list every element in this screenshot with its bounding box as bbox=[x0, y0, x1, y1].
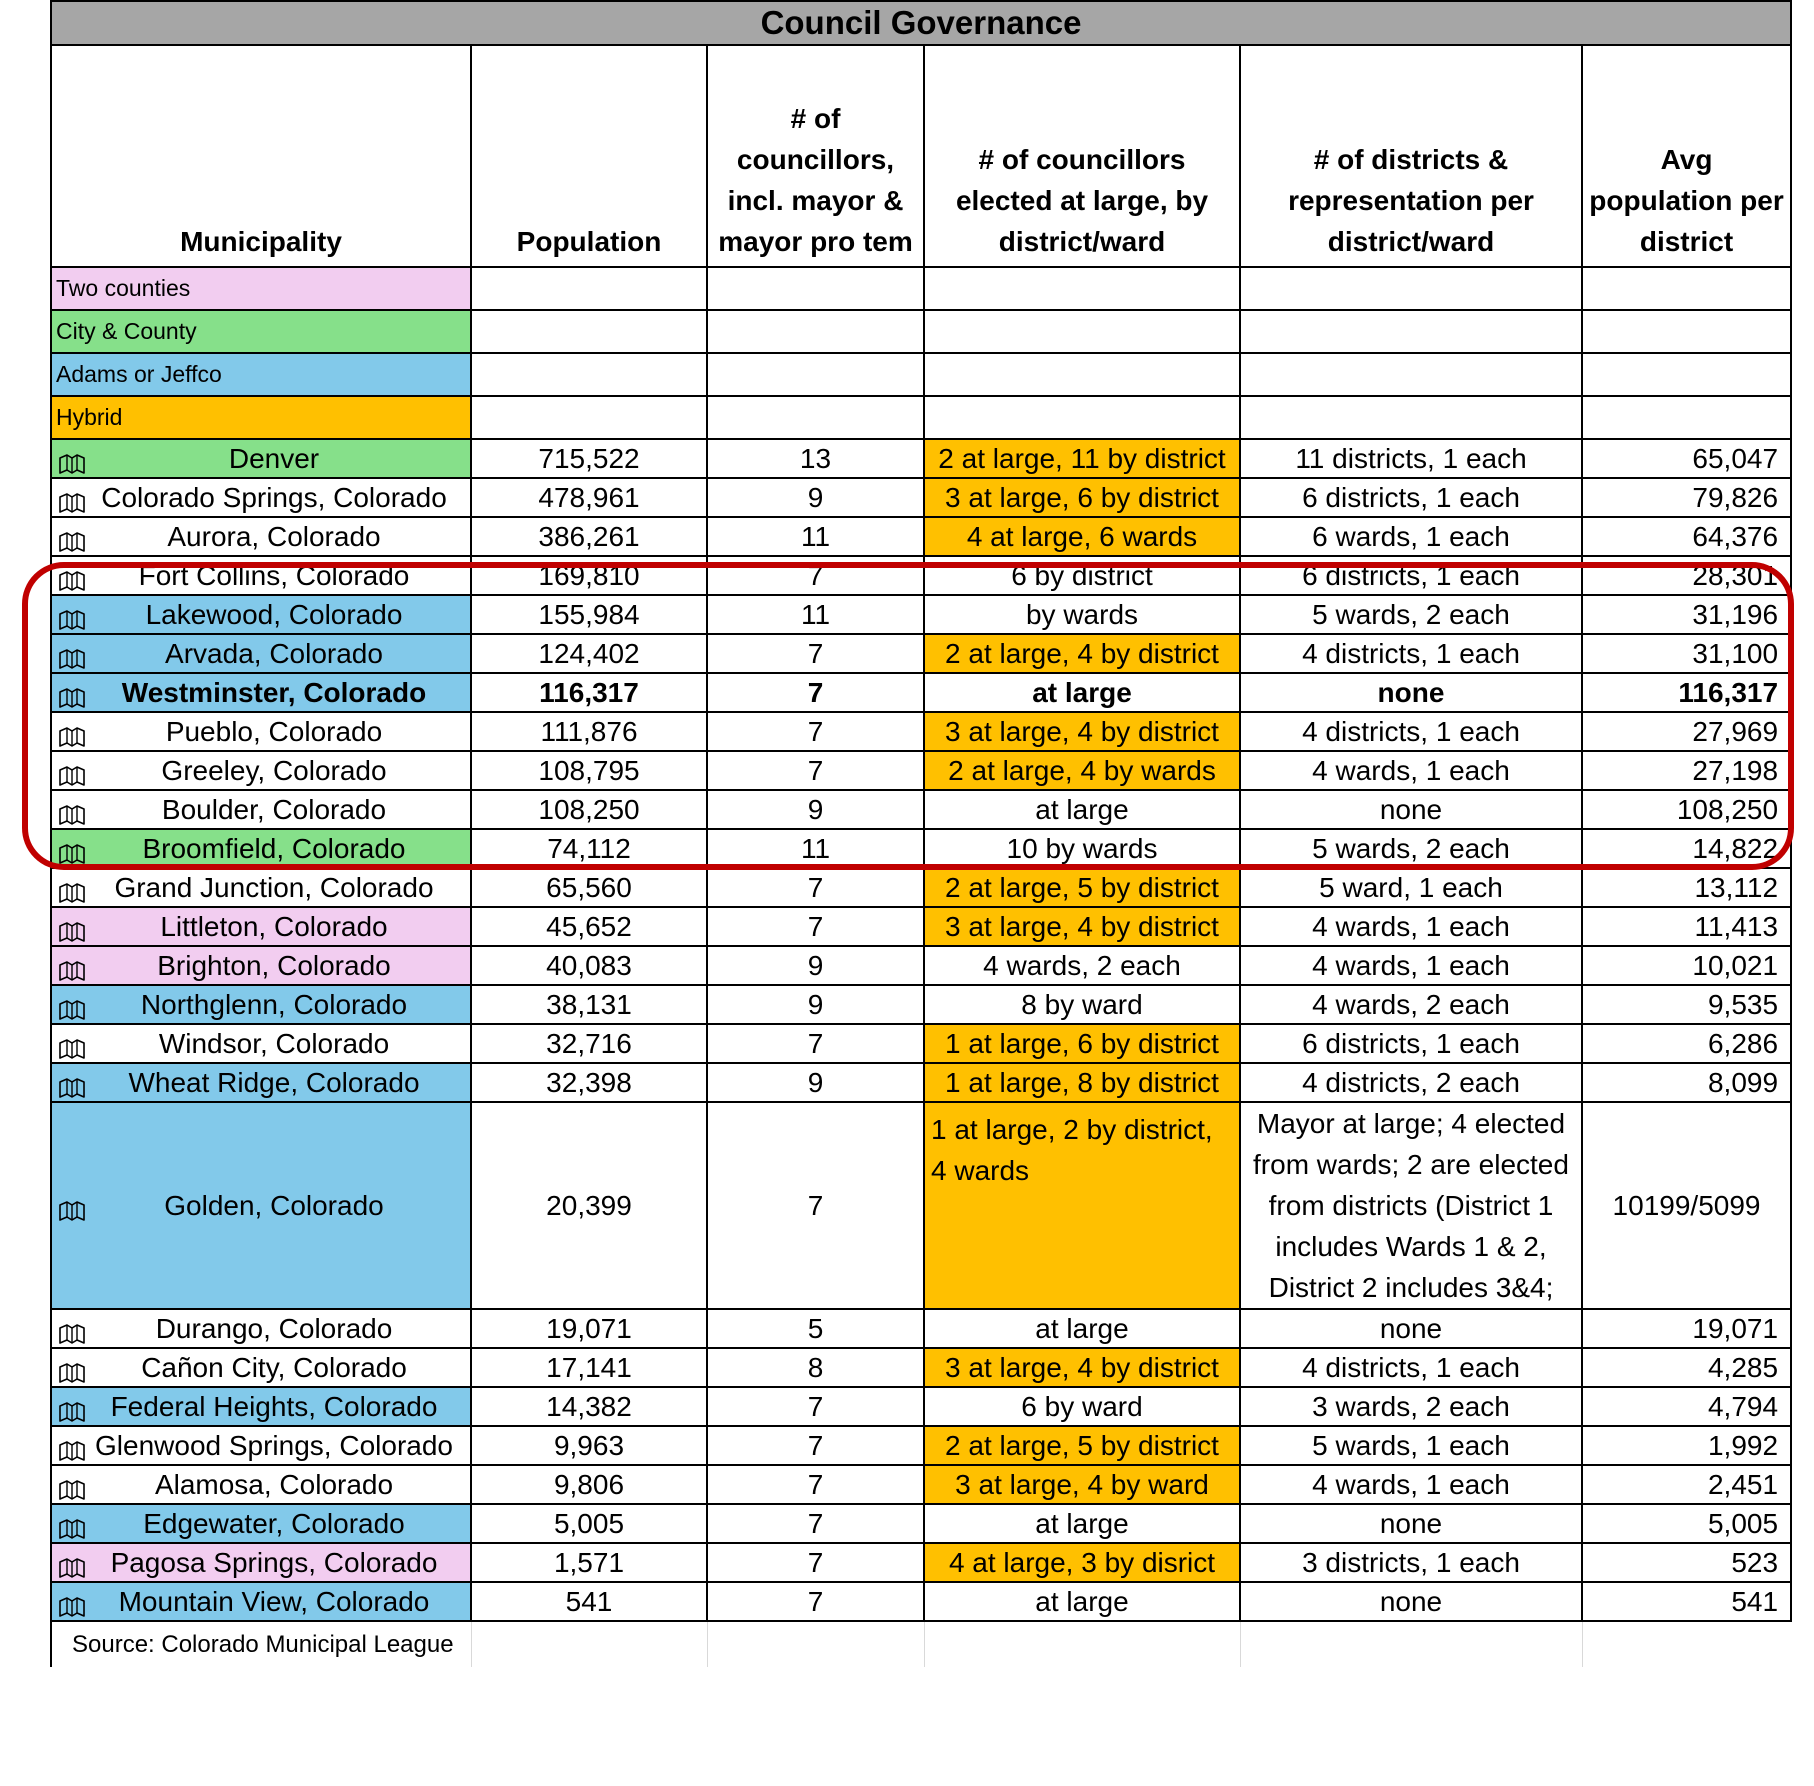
elected-cell: 4 wards, 2 each bbox=[924, 946, 1240, 985]
source-row bbox=[51, 1621, 1791, 1667]
districts-cell: 11 districts, 1 each bbox=[1240, 439, 1582, 478]
table-row bbox=[51, 1426, 1791, 1465]
councillors-cell: 7 bbox=[707, 1102, 924, 1309]
municipality-cell bbox=[51, 751, 471, 790]
population-cell: 124,402 bbox=[471, 634, 707, 673]
population-cell: 20,399 bbox=[471, 1102, 707, 1309]
districts-cell: 5 wards, 2 each bbox=[1240, 595, 1582, 634]
councillors-cell: 7 bbox=[707, 1426, 924, 1465]
councillors-cell: 9 bbox=[707, 478, 924, 517]
empty-cell bbox=[1582, 267, 1791, 310]
empty-cell bbox=[707, 396, 924, 439]
municipality-name: Broomfield, Colorado bbox=[142, 832, 406, 864]
municipality-name: Littleton, Colorado bbox=[160, 910, 388, 942]
municipality-cell bbox=[51, 1543, 471, 1582]
empty-cell bbox=[471, 267, 707, 310]
table-row bbox=[51, 556, 1791, 595]
districts-cell: 6 districts, 1 each bbox=[1240, 1024, 1582, 1063]
map-icon[interactable] bbox=[58, 1073, 86, 1093]
districts-cell: 4 wards, 1 each bbox=[1240, 751, 1582, 790]
councillors-cell: 9 bbox=[707, 1063, 924, 1102]
avg-population-cell: 116,317 bbox=[1582, 673, 1791, 712]
elected-cell: 8 by ward bbox=[924, 985, 1240, 1024]
avg-population-cell: 13,112 bbox=[1582, 868, 1791, 907]
districts-cell: none bbox=[1240, 1309, 1582, 1348]
elected-cell: 6 by district bbox=[924, 556, 1240, 595]
table-row bbox=[51, 1348, 1791, 1387]
table-row bbox=[51, 595, 1791, 634]
municipality-name: Edgewater, Colorado bbox=[143, 1507, 405, 1539]
councillors-cell: 11 bbox=[707, 829, 924, 868]
municipality-cell bbox=[51, 1309, 471, 1348]
municipality-name: Cañon City, Colorado bbox=[141, 1351, 407, 1383]
map-icon[interactable] bbox=[58, 1196, 86, 1216]
legend-label: Hybrid bbox=[51, 396, 471, 439]
districts-cell: none bbox=[1240, 790, 1582, 829]
municipality-cell bbox=[51, 595, 471, 634]
empty-cell bbox=[471, 310, 707, 353]
councillors-cell: 7 bbox=[707, 1387, 924, 1426]
elected-cell: 2 at large, 4 by district bbox=[924, 634, 1240, 673]
empty-cell bbox=[1582, 353, 1791, 396]
districts-cell: 5 wards, 2 each bbox=[1240, 829, 1582, 868]
municipality-cell bbox=[51, 1348, 471, 1387]
municipality-name: Durango, Colorado bbox=[155, 1312, 393, 1344]
table-row bbox=[51, 1465, 1791, 1504]
districts-cell: 4 districts, 1 each bbox=[1240, 1348, 1582, 1387]
map-icon[interactable] bbox=[58, 1034, 86, 1054]
elected-cell: 3 at large, 4 by district bbox=[924, 712, 1240, 751]
municipality-name: Westminster, Colorado bbox=[121, 676, 427, 708]
table-row bbox=[51, 751, 1791, 790]
population-cell: 108,250 bbox=[471, 790, 707, 829]
population-cell: 169,810 bbox=[471, 556, 707, 595]
header-councillors: # of councillors, incl. mayor & mayor pro tem bbox=[707, 45, 924, 267]
table-row bbox=[51, 907, 1791, 946]
population-cell: 715,522 bbox=[471, 439, 707, 478]
map-icon[interactable] bbox=[58, 839, 86, 859]
municipality-name: Denver bbox=[228, 442, 320, 474]
avg-population-cell: 541 bbox=[1582, 1582, 1791, 1621]
legend-row bbox=[51, 310, 1791, 353]
empty-cell bbox=[471, 353, 707, 396]
empty-cell bbox=[471, 396, 707, 439]
table-row bbox=[51, 1582, 1791, 1621]
empty-cell bbox=[1240, 396, 1582, 439]
population-cell: 74,112 bbox=[471, 829, 707, 868]
legend-row bbox=[51, 396, 1791, 439]
elected-cell: at large bbox=[924, 1504, 1240, 1543]
map-icon[interactable] bbox=[58, 1397, 86, 1417]
councillors-cell: 7 bbox=[707, 907, 924, 946]
map-icon[interactable] bbox=[58, 527, 86, 547]
avg-population-cell: 10199/5099 bbox=[1582, 1102, 1791, 1309]
elected-cell: 1 at large, 6 by district bbox=[924, 1024, 1240, 1063]
table-row bbox=[51, 790, 1791, 829]
table-row bbox=[51, 673, 1791, 712]
elected-cell: at large bbox=[924, 1582, 1240, 1621]
council-governance-table bbox=[50, 0, 1792, 1667]
districts-cell: Mayor at large; 4 elected from wards; 2 are elected from districts (District 1 includes Wards 1 & 2, District 2 includes 3&4; bbox=[1240, 1102, 1582, 1309]
avg-population-cell: 19,071 bbox=[1582, 1309, 1791, 1348]
avg-population-cell: 8,099 bbox=[1582, 1063, 1791, 1102]
elected-cell: 4 at large, 6 wards bbox=[924, 517, 1240, 556]
table-title: Council Governance bbox=[51, 1, 1791, 45]
councillors-cell: 7 bbox=[707, 712, 924, 751]
table-row bbox=[51, 1024, 1791, 1063]
empty-cell bbox=[1240, 353, 1582, 396]
map-icon[interactable] bbox=[58, 878, 86, 898]
districts-cell: 6 districts, 1 each bbox=[1240, 478, 1582, 517]
avg-population-cell: 31,196 bbox=[1582, 595, 1791, 634]
municipality-name: Brighton, Colorado bbox=[157, 949, 391, 981]
elected-cell: 3 at large, 6 by district bbox=[924, 478, 1240, 517]
councillors-cell: 7 bbox=[707, 556, 924, 595]
councillors-cell: 7 bbox=[707, 751, 924, 790]
population-cell: 32,398 bbox=[471, 1063, 707, 1102]
map-icon[interactable] bbox=[58, 722, 86, 742]
population-cell: 9,963 bbox=[471, 1426, 707, 1465]
table-row bbox=[51, 1543, 1791, 1582]
table-row bbox=[51, 829, 1791, 868]
map-icon[interactable] bbox=[58, 605, 86, 625]
table-row bbox=[51, 1063, 1791, 1102]
map-icon[interactable] bbox=[58, 1319, 86, 1339]
table-row bbox=[51, 1309, 1791, 1348]
councillors-cell: 7 bbox=[707, 1543, 924, 1582]
councillors-cell: 7 bbox=[707, 1582, 924, 1621]
municipality-cell bbox=[51, 1063, 471, 1102]
legend-row bbox=[51, 267, 1791, 310]
districts-cell: 6 wards, 1 each bbox=[1240, 517, 1582, 556]
councillors-cell: 7 bbox=[707, 673, 924, 712]
municipality-name: Fort Collins, Colorado bbox=[138, 559, 410, 591]
municipality-name: Aurora, Colorado bbox=[167, 520, 381, 552]
elected-cell: at large bbox=[924, 673, 1240, 712]
population-cell: 14,382 bbox=[471, 1387, 707, 1426]
map-icon[interactable] bbox=[58, 1592, 86, 1612]
municipality-cell bbox=[51, 1465, 471, 1504]
municipality-name: Grand Junction, Colorado bbox=[114, 871, 434, 903]
districts-cell: 4 wards, 1 each bbox=[1240, 1465, 1582, 1504]
councillors-cell: 9 bbox=[707, 985, 924, 1024]
empty-cell bbox=[1240, 1621, 1582, 1667]
elected-cell: 2 at large, 4 by wards bbox=[924, 751, 1240, 790]
table-row bbox=[51, 517, 1791, 556]
councillors-cell: 5 bbox=[707, 1309, 924, 1348]
empty-cell bbox=[1582, 396, 1791, 439]
councillors-cell: 9 bbox=[707, 946, 924, 985]
municipality-cell bbox=[51, 556, 471, 595]
map-icon[interactable] bbox=[58, 1514, 86, 1534]
population-cell: 40,083 bbox=[471, 946, 707, 985]
table-row bbox=[51, 1504, 1791, 1543]
table-row bbox=[51, 439, 1791, 478]
districts-cell: none bbox=[1240, 1504, 1582, 1543]
population-cell: 386,261 bbox=[471, 517, 707, 556]
empty-cell bbox=[707, 353, 924, 396]
avg-population-cell: 79,826 bbox=[1582, 478, 1791, 517]
legend-label: Two counties bbox=[51, 267, 471, 310]
municipality-cell bbox=[51, 1102, 471, 1309]
elected-cell: 10 by wards bbox=[924, 829, 1240, 868]
municipality-cell bbox=[51, 517, 471, 556]
table-row bbox=[51, 478, 1791, 517]
avg-population-cell: 27,198 bbox=[1582, 751, 1791, 790]
elected-cell: 2 at large, 5 by district bbox=[924, 868, 1240, 907]
legend-label: Adams or Jeffco bbox=[51, 353, 471, 396]
elected-cell: 1 at large, 8 by district bbox=[924, 1063, 1240, 1102]
municipality-name: Lakewood, Colorado bbox=[145, 598, 403, 630]
elected-cell: 2 at large, 5 by district bbox=[924, 1426, 1240, 1465]
header-municipality: Municipality bbox=[51, 45, 471, 267]
elected-cell: by wards bbox=[924, 595, 1240, 634]
map-icon[interactable] bbox=[58, 995, 86, 1015]
population-cell: 17,141 bbox=[471, 1348, 707, 1387]
empty-cell bbox=[924, 1621, 1240, 1667]
municipality-cell bbox=[51, 868, 471, 907]
map-icon[interactable] bbox=[58, 917, 86, 937]
population-cell: 541 bbox=[471, 1582, 707, 1621]
municipality-cell bbox=[51, 1426, 471, 1465]
councillors-cell: 7 bbox=[707, 1465, 924, 1504]
avg-population-cell: 5,005 bbox=[1582, 1504, 1791, 1543]
municipality-name: Federal Heights, Colorado bbox=[110, 1390, 438, 1422]
councillors-cell: 11 bbox=[707, 595, 924, 634]
header-population: Population bbox=[471, 45, 707, 267]
districts-cell: 6 districts, 1 each bbox=[1240, 556, 1582, 595]
municipality-name: Boulder, Colorado bbox=[161, 793, 387, 825]
header-elected: # of councillors elected at large, by district/ward bbox=[924, 45, 1240, 267]
population-cell: 32,716 bbox=[471, 1024, 707, 1063]
empty-cell bbox=[1240, 267, 1582, 310]
map-icon[interactable] bbox=[58, 488, 86, 508]
municipality-name: Glenwood Springs, Colorado bbox=[95, 1429, 453, 1461]
population-cell: 116,317 bbox=[471, 673, 707, 712]
table-row bbox=[51, 985, 1791, 1024]
table-row bbox=[51, 946, 1791, 985]
avg-population-cell: 2,451 bbox=[1582, 1465, 1791, 1504]
header-avg-population: Avg population per district bbox=[1582, 45, 1791, 267]
avg-population-cell: 11,413 bbox=[1582, 907, 1791, 946]
districts-cell: none bbox=[1240, 673, 1582, 712]
map-icon[interactable] bbox=[58, 683, 86, 703]
municipality-cell bbox=[51, 946, 471, 985]
population-cell: 108,795 bbox=[471, 751, 707, 790]
empty-cell bbox=[707, 1621, 924, 1667]
map-icon[interactable] bbox=[58, 1436, 86, 1456]
elected-cell: 2 at large, 11 by district bbox=[924, 439, 1240, 478]
population-cell: 111,876 bbox=[471, 712, 707, 751]
municipality-name: Wheat Ridge, Colorado bbox=[128, 1066, 420, 1098]
councillors-cell: 7 bbox=[707, 868, 924, 907]
municipality-name: Northglenn, Colorado bbox=[140, 988, 408, 1020]
table-row bbox=[51, 1102, 1791, 1309]
municipality-name: Colorado Springs, Colorado bbox=[101, 481, 447, 513]
avg-population-cell: 10,021 bbox=[1582, 946, 1791, 985]
councillors-cell: 8 bbox=[707, 1348, 924, 1387]
municipality-cell bbox=[51, 439, 471, 478]
municipality-cell bbox=[51, 829, 471, 868]
population-cell: 9,806 bbox=[471, 1465, 707, 1504]
map-icon[interactable] bbox=[58, 566, 86, 586]
map-icon[interactable] bbox=[58, 800, 86, 820]
empty-cell bbox=[924, 396, 1240, 439]
table-row bbox=[51, 868, 1791, 907]
avg-population-cell: 14,822 bbox=[1582, 829, 1791, 868]
elected-cell: 3 at large, 4 by district bbox=[924, 907, 1240, 946]
elected-cell: 3 at large, 4 by ward bbox=[924, 1465, 1240, 1504]
avg-population-cell: 4,285 bbox=[1582, 1348, 1791, 1387]
districts-cell: 5 wards, 1 each bbox=[1240, 1426, 1582, 1465]
municipality-name: Pueblo, Colorado bbox=[165, 715, 383, 747]
empty-cell bbox=[471, 1621, 707, 1667]
avg-population-cell: 9,535 bbox=[1582, 985, 1791, 1024]
source-note: Source: Colorado Municipal League bbox=[51, 1621, 471, 1667]
municipality-cell bbox=[51, 634, 471, 673]
districts-cell: 3 districts, 1 each bbox=[1240, 1543, 1582, 1582]
elected-cell: 4 at large, 3 by disrict bbox=[924, 1543, 1240, 1582]
municipality-name: Windsor, Colorado bbox=[158, 1027, 390, 1059]
elected-cell: 1 at large, 2 by district, 4 wards bbox=[924, 1102, 1240, 1309]
municipality-cell bbox=[51, 907, 471, 946]
avg-population-cell: 65,047 bbox=[1582, 439, 1791, 478]
empty-cell bbox=[707, 267, 924, 310]
elected-cell: at large bbox=[924, 790, 1240, 829]
councillors-cell: 13 bbox=[707, 439, 924, 478]
header-districts: # of districts & representation per district/ward bbox=[1240, 45, 1582, 267]
map-icon[interactable] bbox=[58, 644, 86, 664]
title-row bbox=[51, 1, 1791, 45]
map-icon[interactable] bbox=[58, 1475, 86, 1495]
population-cell: 19,071 bbox=[471, 1309, 707, 1348]
districts-cell: 4 districts, 1 each bbox=[1240, 712, 1582, 751]
councillors-cell: 7 bbox=[707, 1504, 924, 1543]
municipality-name: Golden, Colorado bbox=[164, 1189, 384, 1221]
elected-cell: at large bbox=[924, 1309, 1240, 1348]
municipality-cell bbox=[51, 673, 471, 712]
municipality-name: Greeley, Colorado bbox=[161, 754, 387, 786]
avg-population-cell: 28,301 bbox=[1582, 556, 1791, 595]
municipality-cell bbox=[51, 1024, 471, 1063]
councillors-cell: 7 bbox=[707, 634, 924, 673]
map-icon[interactable] bbox=[58, 956, 86, 976]
districts-cell: 5 ward, 1 each bbox=[1240, 868, 1582, 907]
table-row bbox=[51, 634, 1791, 673]
districts-cell: none bbox=[1240, 1582, 1582, 1621]
table-row bbox=[51, 1387, 1791, 1426]
avg-population-cell: 64,376 bbox=[1582, 517, 1791, 556]
councillors-cell: 11 bbox=[707, 517, 924, 556]
map-icon[interactable] bbox=[58, 1553, 86, 1573]
municipality-name: Pagosa Springs, Colorado bbox=[110, 1546, 438, 1578]
avg-population-cell: 4,794 bbox=[1582, 1387, 1791, 1426]
legend-label: City & County bbox=[51, 310, 471, 353]
councillors-cell: 9 bbox=[707, 790, 924, 829]
empty-cell bbox=[1240, 310, 1582, 353]
municipality-cell bbox=[51, 1504, 471, 1543]
districts-cell: 3 wards, 2 each bbox=[1240, 1387, 1582, 1426]
population-cell: 5,005 bbox=[471, 1504, 707, 1543]
empty-cell bbox=[1582, 1621, 1791, 1667]
municipality-cell bbox=[51, 1387, 471, 1426]
map-icon[interactable] bbox=[58, 1358, 86, 1378]
elected-cell: 3 at large, 4 by district bbox=[924, 1348, 1240, 1387]
districts-cell: 4 wards, 1 each bbox=[1240, 907, 1582, 946]
districts-cell: 4 districts, 1 each bbox=[1240, 634, 1582, 673]
map-icon[interactable] bbox=[58, 761, 86, 781]
population-cell: 155,984 bbox=[471, 595, 707, 634]
empty-cell bbox=[707, 310, 924, 353]
population-cell: 45,652 bbox=[471, 907, 707, 946]
municipality-cell bbox=[51, 1582, 471, 1621]
avg-population-cell: 31,100 bbox=[1582, 634, 1791, 673]
empty-cell bbox=[924, 310, 1240, 353]
population-cell: 65,560 bbox=[471, 868, 707, 907]
districts-cell: 4 wards, 1 each bbox=[1240, 946, 1582, 985]
districts-cell: 4 wards, 2 each bbox=[1240, 985, 1582, 1024]
avg-population-cell: 1,992 bbox=[1582, 1426, 1791, 1465]
population-cell: 38,131 bbox=[471, 985, 707, 1024]
population-cell: 478,961 bbox=[471, 478, 707, 517]
population-cell: 1,571 bbox=[471, 1543, 707, 1582]
municipality-name: Arvada, Colorado bbox=[165, 637, 383, 669]
municipality-cell bbox=[51, 790, 471, 829]
avg-population-cell: 523 bbox=[1582, 1543, 1791, 1582]
legend-row bbox=[51, 353, 1791, 396]
municipality-name: Alamosa, Colorado bbox=[154, 1468, 394, 1500]
map-icon[interactable] bbox=[58, 449, 86, 469]
avg-population-cell: 108,250 bbox=[1582, 790, 1791, 829]
avg-population-cell: 27,969 bbox=[1582, 712, 1791, 751]
municipality-cell bbox=[51, 478, 471, 517]
municipality-cell bbox=[51, 985, 471, 1024]
header-row bbox=[51, 45, 1791, 267]
municipality-name: Mountain View, Colorado bbox=[118, 1585, 430, 1617]
councillors-cell: 7 bbox=[707, 1024, 924, 1063]
districts-cell: 4 districts, 2 each bbox=[1240, 1063, 1582, 1102]
avg-population-cell: 6,286 bbox=[1582, 1024, 1791, 1063]
empty-cell bbox=[1582, 310, 1791, 353]
empty-cell bbox=[924, 353, 1240, 396]
empty-cell bbox=[924, 267, 1240, 310]
table-row bbox=[51, 712, 1791, 751]
municipality-cell bbox=[51, 712, 471, 751]
elected-cell: 6 by ward bbox=[924, 1387, 1240, 1426]
